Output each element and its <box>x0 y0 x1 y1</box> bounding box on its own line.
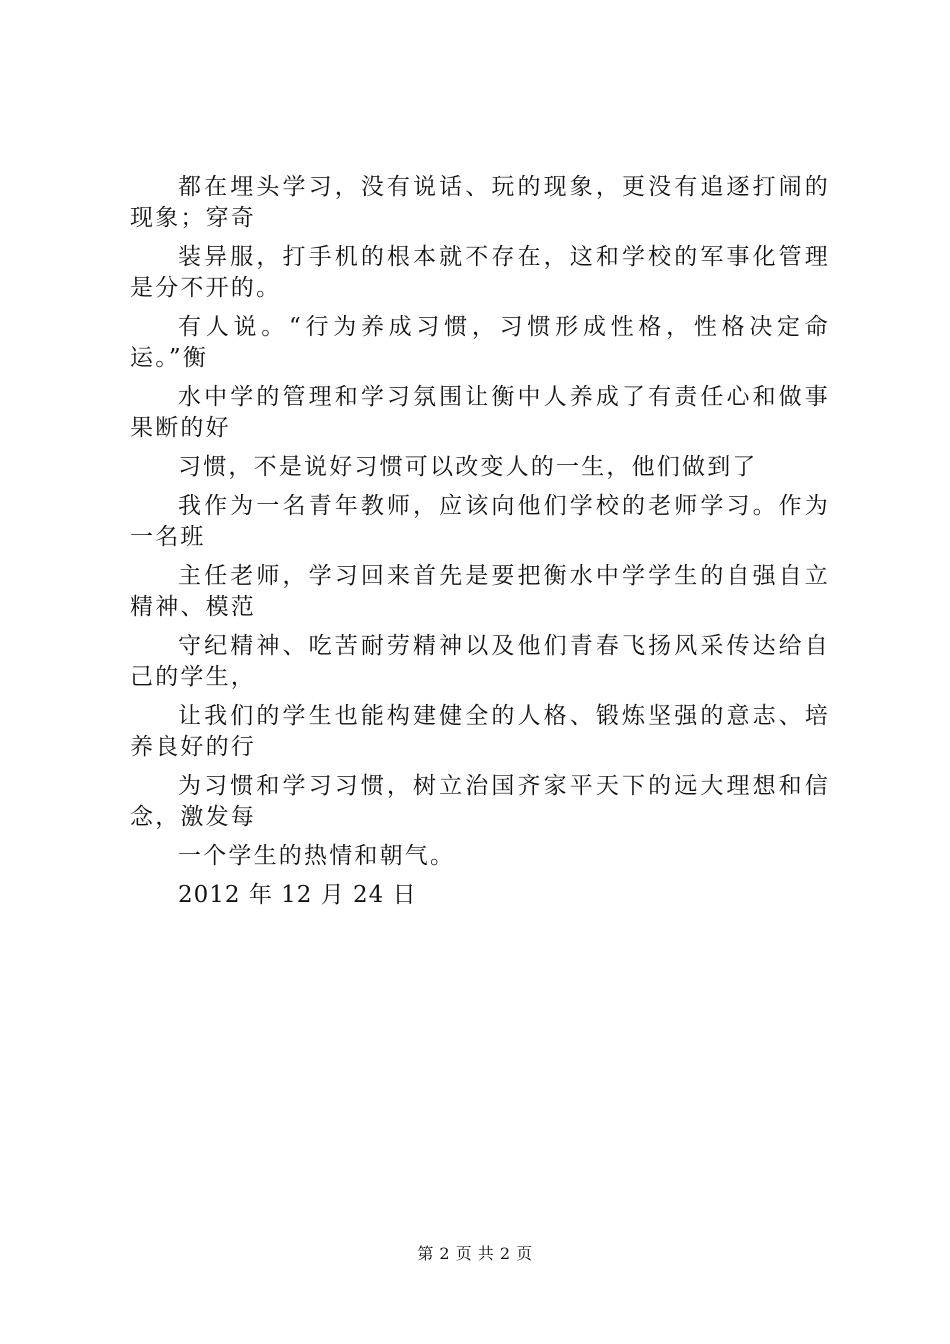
paragraph: 装异服，打手机的根本就不存在，这和学校的军事化管理是分不开的。 <box>130 244 830 301</box>
document-body <box>130 172 830 911</box>
paragraph: 水中学的管理和学习氛围让衡中人养成了有责任心和做事果断的好 <box>130 384 830 441</box>
paragraph: 守纪精神、吃苦耐劳精神以及他们青春飞扬风采传达给自己的学生， <box>130 633 830 690</box>
paragraph: 有人说。“行为养成习惯，习惯形成性格，性格决定命运。”衡 <box>130 314 830 371</box>
paragraph: 主任老师，学习回来首先是要把衡水中学学生的自强自立精神、模范 <box>130 563 830 620</box>
paragraph: 我作为一名青年教师，应该向他们学校的老师学习。作为一名班 <box>130 493 830 550</box>
paragraph: 习惯，不是说好习惯可以改变人的一生，他们做到了 <box>178 454 758 480</box>
paragraph: 一个学生的热情和朝气。 <box>178 843 456 869</box>
document-date: 2012 年 12 月 24 日 <box>178 882 417 908</box>
paragraph: 为习惯和学习习惯，树立治国齐家平天下的远大理想和信念，激发每 <box>130 773 830 830</box>
page-footer: 第 2 页 共 2 页 <box>417 1244 533 1263</box>
paragraph: 都在埋头学习，没有说话、玩的现象，更没有追逐打闹的现象；穿奇 <box>130 174 830 231</box>
paragraph: 让我们的学生也能构建健全的人格、锻炼坚强的意志、培养良好的行 <box>130 703 830 760</box>
